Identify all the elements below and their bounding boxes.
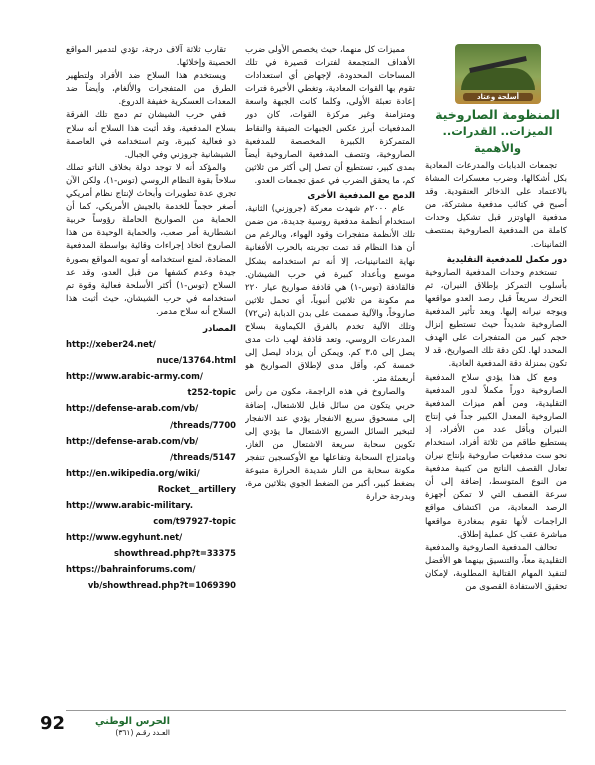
reference-link[interactable]: /threads/7700 <box>170 419 236 430</box>
magazine-name: الحرس الوطني <box>95 716 170 727</box>
paragraph: تحالف المدفعية الصاروخية والمدفعية التقليدية معاً، والتنسيق بينهما هو الأفضل لتنفيذ المهام القتالية المطلوبة، لإمكان تحقيق الاستفادة القصوى من <box>425 542 567 592</box>
reference-link[interactable]: http://en.wikipedia.org/wiki/ <box>66 467 200 478</box>
paragraph: ومع كل هذا يؤدي سلاح المدفعية الصاروخية دوراً مكملاً لدور المدفعية التقليدية، ومن أهم ميزات المدفعية الصاروخية المعدل الكبير جداً في إنتاج النيران وبأقل عدد من الأفراد، إذ يستطيع طاقم من ثلاثة أفراد، استخدام نحو ست مدفعيات صاروخية بإنتاج نيران تعادل القصف الناتج من كتيبة مدفعية من النوع المتوسط، إضافة إلى أن سرعة القصف التي لا تمكن أجهزة الرصد المعادية، من اكتشاف مواقع الراجمات لأنها تقوم بمغادرة مواقعها مباشرة عقب كل عملية إطلاق. <box>425 372 567 540</box>
paragraph: مميزات كل منهما، حيث يخصص الأولى ضرب الأهداف المتجمعة لفترات قصيرة في تلك المساحات المحدودة، لإجهاض أي استعدادات تقوم بها القوات المعادية، وتغطي الأخيرة فترات إعادة تعبئة الأولى، وكلما كانت الجبهة واسعة ومتزامنة وغير مركزة القوات، كان دور المدفعيات أبرز عكس الجبهات الضيقة والنقاط المتمركزة الكبيرة المخصصة للمدفعية الصاروخية، وتتصف المدفعية الصاروخية أيضاً بمدى كبير، تستطيع أن تصل إلى أكثر من ثلاثين كم، ما يحقق الضرب في عمق تجمعات العدو. <box>245 45 415 186</box>
article-title <box>425 106 570 157</box>
column-left <box>66 44 236 704</box>
subheading: دور مكمل للمدفعية التقليدية <box>446 254 567 265</box>
reference-link[interactable]: vb/showthread.php?t=1069390 <box>87 580 236 591</box>
paragraph: عام ٢٠٠٠م شهدت معركة (جروزني) الثانية، استخدام أنظمة مدفعية روسية جديدة، من ضمن تلك الأنظمة متفجرات وقود الهواء، وبالرغم من أن هذا النظام قد تمت تجربته بالحرب الأفغانية نهاية الثمانينيات، إلا أنه تم استخدامه بشكل موسع وبأعداد كبيرة في حرب الشيشان. فالقاذفة (توس-١) هي قاذفة صواريخ عيار ٢٢٠ مم مكونة من ثلاثين أنبوباً، أي تحمل ثلاثين صاروخاً، والآلية صممت على بدن الدبابة (تي٧٢) وتلك الآلية تخدم بالفرق الكيماوية بسلاح المدرعات الروسي، وتعد قاذفة لهب ذات مدى يصل إلى ٣،٥ كم. ويمكن أن يزداد ليصل إلى خمسة كم، وأقل مدى لإطلاق الصواريخ هو أربعمئة متر. <box>245 204 415 385</box>
reference-link[interactable]: http://www.arabic-military. <box>66 500 194 510</box>
reference-link[interactable]: Rocket__artillery <box>157 483 236 494</box>
paragraph: ففي حرب الشيشان تم دمج تلك الفرقة بسلاح المدفعية، وقد أثبت هذا السلاح أنه سلاح ذو فعالية كبيرة، وتم استخدامه في العاصمة الشيشانية جروزني وفي الجبال. <box>66 110 236 160</box>
reference-link[interactable]: https://bahrainforums.com/ <box>66 564 196 575</box>
footer-divider <box>66 710 566 711</box>
reference-link[interactable]: http://xeber24.net/ <box>66 339 156 350</box>
reference-link[interactable]: http://www.egyhunt.net/ <box>66 532 183 543</box>
logo-caption: أسلحة وعتاد <box>463 93 533 101</box>
subheading: الدمج مع المدفعية الأخرى <box>307 191 415 202</box>
paragraph: ويستخدم هذا السلاح ضد الأفراد ولتطهير الطرق من المتفجرات والألغام، وأيضاً ضد المعدات العسكرية خفيفة الدروع. <box>66 71 236 108</box>
paragraph: والمؤكد أنه لا توجد دولة بخلاف الناتو تملك سلاحاً بقوة النظام الروسي (توس-١)، ولكن الآن تجري عدة تطويرات وأبحاث لإنتاج نظام أمريكي أصغر حجماً للخدمة بالجيش الأمريكي، كما أن الحماية من الصواريخ الحاملة رؤوساً حربية انشطارية أمر صعب، والحماية الوحيدة من هذا الصاروخ اتخاذ إجراءات وقائية بواسطة المدفعية المضادة، لمنع استخدامه أو تمويه المواقع بصورة جيدة وعدم كشفها من قبل العدو، وقد عد السلاح (توس-١) أكثر الأسلحة فعالية وقوة تم استخدامه في حرب الشيشان، حيث أثبت هذا السلاح أنه سلاح مدمر. <box>66 162 236 317</box>
page-number: 92 <box>40 713 66 734</box>
reference-link[interactable]: t252-topic <box>187 387 236 398</box>
column-right <box>425 160 567 708</box>
references-title: المصادر <box>203 323 236 334</box>
magazine-footer <box>80 716 170 738</box>
reference-link[interactable]: http://www.arabic-army.com/ <box>66 371 203 382</box>
reference-link[interactable]: http://defense-arab.com/vb/ <box>66 403 199 414</box>
reference-link[interactable]: showthread.php?t=33375 <box>113 548 236 559</box>
title-line-1: المنظومة الصاروخية <box>435 107 560 122</box>
reference-link[interactable]: nuce/13764.html <box>156 355 236 366</box>
paragraph: والصاروخ في هذه الراجمة، مكون من رأس حربي يتكون من سائل قابل للاشتعال، إضافة إلى مسحوق سريع الانفجار يؤدي عند الانفجار لتبخير السائل السريع الاشتعال ما يؤدي إلى تكوين سحابة سريعة الاشتعال من الغاز، وبامتزاج السحابة وتفاعلها مع الأوكسجين تنفجر مكونة سحابة من النار شديدة الحرارة متبوعة بضغط كبير، أكبر من الضغط الجوي بثلاثين مرة، وبدرجة حرارة <box>245 387 415 503</box>
reference-link[interactable]: /threads/5147 <box>170 451 236 462</box>
title-line-2: الميزات.. القدرات.. والأهمية <box>442 124 553 155</box>
issue-number: العـدد رقـم (٣٦١) <box>115 728 170 737</box>
section-logo <box>455 44 541 104</box>
reference-link[interactable]: http://defense-arab.com/vb/ <box>66 435 199 446</box>
article-header <box>425 44 570 156</box>
paragraph: تجمعات الدبابات والمدرعات المعادية بكل أشكالها، وضرب معسكرات المشاة بالاعتماد على الذخائر العنقودية. وقد أصبح في كتائب مدفعية مشتركة، من مدفعية الهاوتزر قبل تشكيل وحدات كاملة من المدفعية الصاروخية بمنتصف الثمانينات. <box>425 161 567 250</box>
column-middle <box>245 44 415 704</box>
reference-link[interactable]: com/t97927-topic <box>153 516 236 527</box>
paragraph: تقارب ثلاثة آلاف درجة، تؤدي لتدمير المواقع الحصينة وإخلائها. <box>66 45 236 69</box>
paragraph: تستخدم وحدات المدفعية الصاروخية بأسلوب التمركز بإطلاق النيران، ثم التحرك سريعاً قبل رصد العدو مواقعها ويوجه نيرانه إليها. ويعد تأثير المدفعية الصاروخية شديداً حيث تستطيع إنزال حجم كبير من المتفجرات على الهدف المحدد لها. لكن دقة تلك الصواريخ، قد لا تكون بمنزلة دقة المدفعية العادية. <box>425 267 567 370</box>
